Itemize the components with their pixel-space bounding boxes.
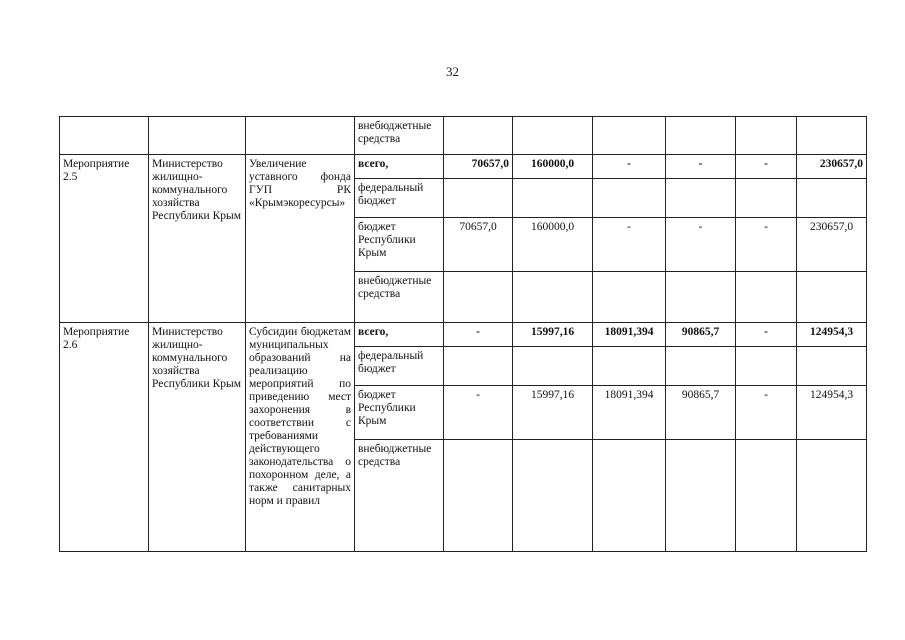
value-cell: - bbox=[736, 386, 797, 440]
measure-name: Мероприятие 2.6 bbox=[60, 323, 149, 552]
cell-executor-empty bbox=[149, 117, 246, 155]
value-cell: 160000,0 bbox=[513, 218, 593, 272]
value-cell: 18091,394 bbox=[593, 386, 666, 440]
source-label: бюджет Республики Крым bbox=[355, 386, 444, 440]
value-cell: - bbox=[593, 218, 666, 272]
value-cell: - bbox=[736, 155, 797, 179]
cell-description-empty bbox=[246, 117, 355, 155]
cell-measure-empty bbox=[60, 117, 149, 155]
value-cell: 230657,0 bbox=[797, 218, 867, 272]
table-row bbox=[60, 323, 867, 347]
value-cell: 15997,16 bbox=[513, 323, 593, 347]
value-cell: 124954,3 bbox=[797, 323, 867, 347]
value-cell: - bbox=[444, 323, 513, 347]
source-label: федеральный бюджет bbox=[355, 179, 444, 218]
value-cell: - bbox=[736, 218, 797, 272]
value-cell: 18091,394 bbox=[593, 323, 666, 347]
value-cell: - bbox=[736, 323, 797, 347]
value-cell: 124954,3 bbox=[797, 386, 867, 440]
value-cell: - bbox=[444, 386, 513, 440]
value-cell: 90865,7 bbox=[666, 323, 736, 347]
source-label: бюджет Республики Крым bbox=[355, 218, 444, 272]
measure-description: Субсидии бюджетам муниципальных образований на реализацию мероприятий по приведению мест захоронения в соответствии с требованиями действующего законодательства о похоронном деле, а также санитарных норм и правил bbox=[246, 323, 355, 552]
source-label: внебюджетные средства bbox=[355, 440, 444, 552]
budget-table bbox=[59, 116, 867, 552]
value-cell: 160000,0 bbox=[513, 155, 593, 179]
table-row bbox=[60, 155, 867, 179]
measure-name: Мероприятие 2.5 bbox=[60, 155, 149, 323]
source-label: всего, bbox=[355, 155, 444, 179]
value-cell: 15997,16 bbox=[513, 386, 593, 440]
value-cell: 70657,0 bbox=[444, 155, 513, 179]
executor-name: Министерство жилищно-коммунального хозяйства Республики Крым bbox=[149, 323, 246, 552]
value-cell: 90865,7 bbox=[666, 386, 736, 440]
value-cell: 230657,0 bbox=[797, 155, 867, 179]
value-cell: - bbox=[593, 155, 666, 179]
source-label: федеральный бюджет bbox=[355, 347, 444, 386]
value-cell: 70657,0 bbox=[444, 218, 513, 272]
executor-name: Министерство жилищно-коммунального хозяйства Республики Крым bbox=[149, 155, 246, 323]
source-label: внебюджетные средства bbox=[355, 272, 444, 323]
value-cell: - bbox=[666, 218, 736, 272]
source-label: всего, bbox=[355, 323, 444, 347]
source-label: внебюджетные средства bbox=[355, 117, 444, 155]
table-row bbox=[60, 117, 867, 155]
page-number: 32 bbox=[446, 64, 459, 79]
value-cell: - bbox=[666, 155, 736, 179]
measure-description: Увеличение уставного фонда ГУП РК «Крымэкоресурсы» bbox=[246, 155, 355, 323]
